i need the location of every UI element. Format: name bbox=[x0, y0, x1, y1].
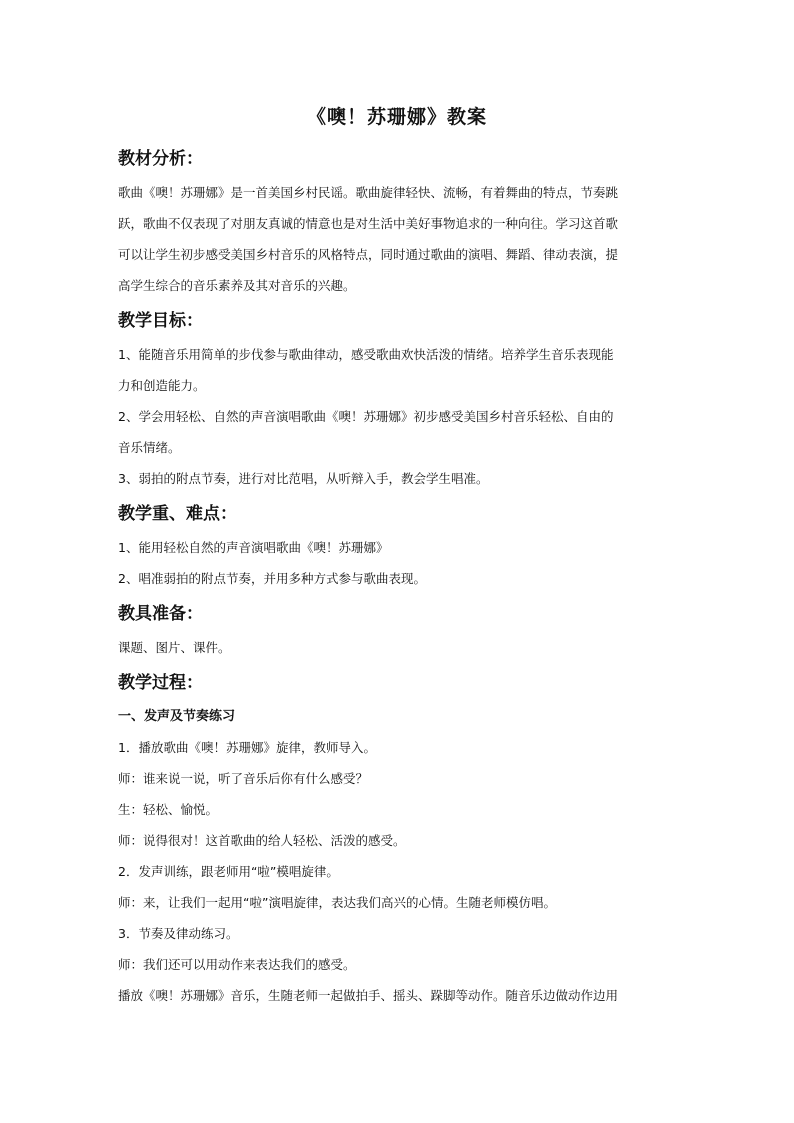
paragraph-line: 音乐情绪。 bbox=[118, 440, 181, 455]
paragraph-line: 可以让学生初步感受美国乡村音乐的风格特点，同时通过歌曲的演唱、舞蹈、律动表演，提 bbox=[118, 247, 619, 262]
subsection-heading: 一、发声及节奏练习 bbox=[118, 709, 236, 724]
section-heading-goals: 教学目标： bbox=[118, 311, 203, 331]
paragraph-line: 力和创造能力。 bbox=[118, 378, 206, 393]
document-title: 《噢！苏珊娜》教案 bbox=[306, 106, 487, 128]
section-heading-analysis: 教材分析： bbox=[118, 149, 203, 169]
section-heading-process: 教学过程： bbox=[118, 673, 203, 693]
paragraph-line: 3、弱拍的附点节奏，进行对比范唱，从听辩入手，教会学生唱准。 bbox=[118, 471, 489, 486]
paragraph-line: 1、能用轻松自然的声音演唱歌曲《噢！苏珊娜》 bbox=[118, 540, 389, 555]
paragraph-line: 跃，歌曲不仅表现了对朋友真诚的情意也是对生活中美好事物追求的一种向往。学习这首歌 bbox=[118, 216, 619, 231]
paragraph-line: 师：说得很对！这首歌曲的给人轻松、活泼的感受。 bbox=[118, 833, 406, 848]
section-heading-materials: 教具准备： bbox=[118, 604, 203, 624]
paragraph-line: 3．节奏及律动练习。 bbox=[118, 926, 239, 941]
paragraph-line: 1、能随音乐用简单的步伐参与歌曲律动，感受歌曲欢快活泼的情绪。培养学生音乐表现能 bbox=[118, 347, 614, 362]
paragraph-line: 播放《噢！苏珊娜》音乐，生随老师一起做拍手、摇头、跺脚等动作。随音乐边做动作边用 bbox=[118, 988, 619, 1003]
paragraph-line: 师：谁来说一说，听了音乐后你有什么感受？ bbox=[118, 771, 369, 786]
paragraph-line: 2、学会用轻松、自然的声音演唱歌曲《噢！苏珊娜》初步感受美国乡村音乐轻松、自由的 bbox=[118, 409, 614, 424]
paragraph-line: 1．播放歌曲《噢！苏珊娜》旋律，教师导入。 bbox=[118, 740, 376, 755]
paragraph-line: 课题、图片、课件。 bbox=[118, 640, 231, 655]
paragraph-line: 师：来，让我们一起用“啦”演唱旋律，表达我们高兴的心情。生随老师模仿唱。 bbox=[118, 895, 556, 910]
document-body bbox=[118, 148, 678, 1011]
paragraph-line: 2、唱准弱拍的附点节奏，并用多种方式参与歌曲表现。 bbox=[118, 571, 426, 586]
section-heading-key-points: 教学重、难点： bbox=[118, 504, 237, 524]
paragraph-line: 歌曲《噢！苏珊娜》是一首美国乡村民谣。歌曲旋律轻快、流畅，有着舞曲的特点，节奏跳 bbox=[118, 185, 619, 200]
paragraph-line: 师：我们还可以用动作来表达我们的感受。 bbox=[118, 957, 356, 972]
paragraph-line: 生：轻松、愉悦。 bbox=[118, 802, 219, 817]
paragraph-line: 2．发声训练，跟老师用“啦”模唱旋律。 bbox=[118, 864, 339, 879]
paragraph-line: 高学生综合的音乐素养及其对音乐的兴趣。 bbox=[118, 278, 356, 293]
